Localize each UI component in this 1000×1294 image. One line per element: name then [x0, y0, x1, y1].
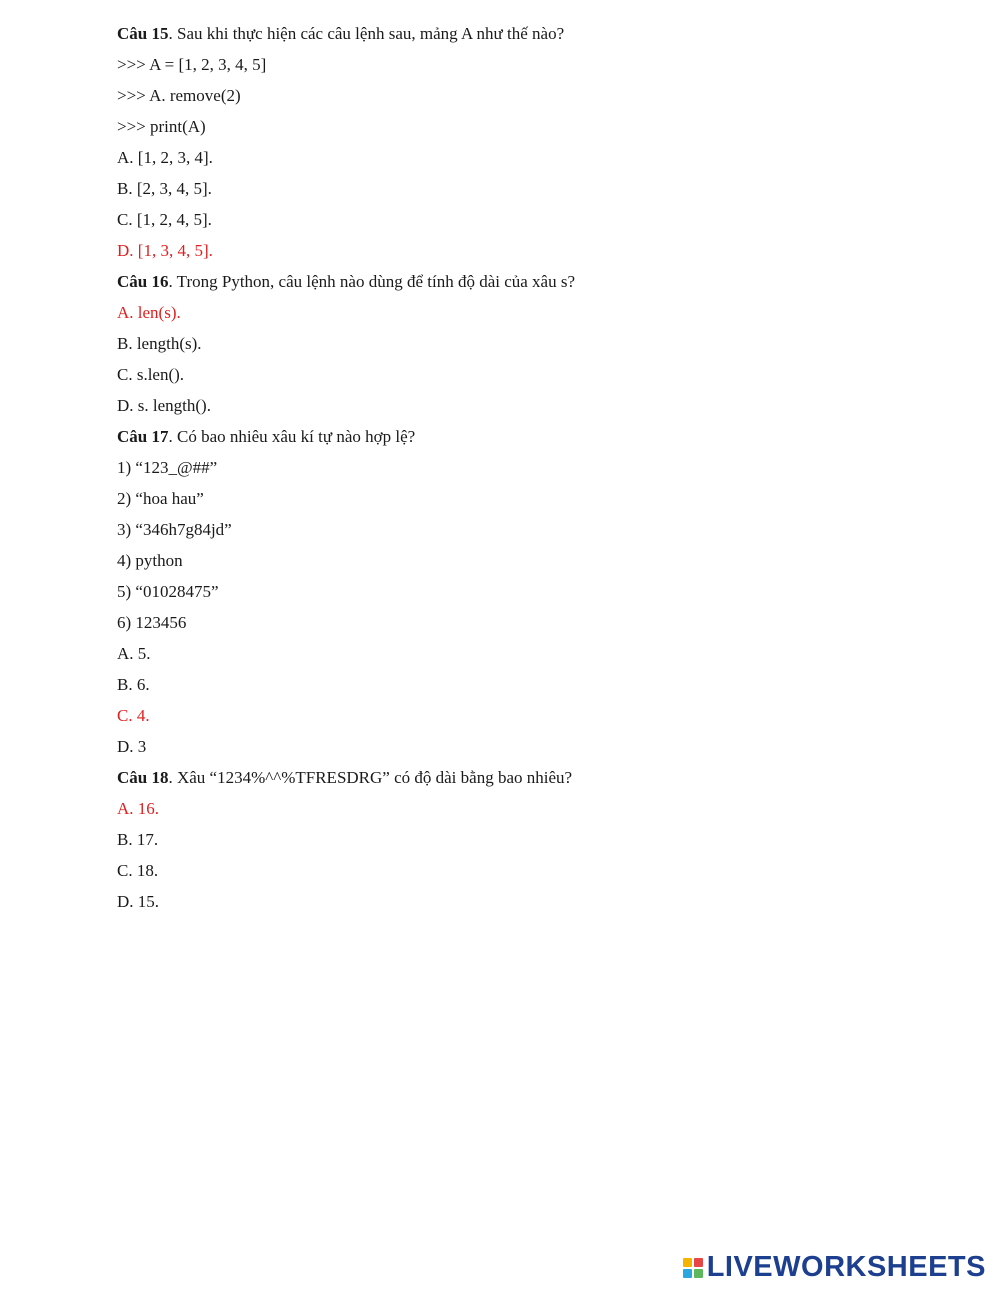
question-16-option: C. s.len(). [117, 365, 185, 384]
question-18-label: Câu 18 [117, 768, 169, 787]
liveworksheets-brand: LIVEWORKSHEETS [706, 1251, 986, 1283]
question-17-line: 3) “346h7g84jd” [117, 520, 232, 539]
question-16-heading [117, 266, 977, 297]
question-18-option: A. 16. [117, 799, 160, 818]
question-17-label: Câu 17 [117, 427, 169, 446]
question-17-option: B. 6. [117, 675, 150, 694]
question-16-label: Câu 16 [117, 272, 169, 291]
question-15-text: . Sau khi thực hiện các câu lệnh sau, mảng A như thế nào? [168, 24, 565, 43]
question-17-heading [117, 421, 977, 452]
question-18-option: D. 15. [117, 892, 160, 911]
question-16-text: . Trong Python, câu lệnh nào dùng để tính độ dài của xâu s? [168, 272, 576, 291]
question-16-option: A. len(s). [117, 303, 181, 322]
question-15-label: Câu 15 [117, 24, 169, 43]
question-16-option: B. length(s). [117, 334, 202, 353]
question-18-heading [117, 762, 977, 793]
question-15-line: >>> print(A) [117, 117, 206, 136]
question-17-line: 6) 123456 [117, 613, 187, 632]
question-15-line: >>> A. remove(2) [117, 86, 241, 105]
question-18-text: . Xâu “1234%^^%TFRESDRG” có độ dài bằng bao nhiêu? [168, 768, 573, 787]
worksheet-document [117, 18, 977, 917]
question-17-option: A. 5. [117, 644, 151, 663]
question-18-option: C. 18. [117, 861, 159, 880]
question-17-text: . Có bao nhiêu xâu kí tự nào hợp lệ? [168, 427, 416, 446]
question-17-line: 4) python [117, 551, 183, 570]
question-17-option: C. 4. [117, 706, 150, 725]
liveworksheets-logo-icon [683, 1258, 703, 1278]
question-18-option: B. 17. [117, 830, 159, 849]
question-15-option: B. [2, 3, 4, 5]. [117, 179, 212, 198]
question-15-heading [117, 18, 977, 49]
question-15-option: A. [1, 2, 3, 4]. [117, 148, 213, 167]
question-16-option: D. s. length(). [117, 396, 211, 415]
question-17-line: 5) “01028475” [117, 582, 219, 601]
question-15-option: D. [1, 3, 4, 5]. [117, 241, 213, 260]
question-17-option: D. 3 [117, 737, 147, 756]
question-17-line: 1) “123_@##” [117, 458, 218, 477]
liveworksheets-footer [683, 1251, 986, 1284]
question-15-line: >>> A = [1, 2, 3, 4, 5] [117, 55, 267, 74]
question-15-option: C. [1, 2, 4, 5]. [117, 210, 212, 229]
question-17-line: 2) “hoa hau” [117, 489, 204, 508]
